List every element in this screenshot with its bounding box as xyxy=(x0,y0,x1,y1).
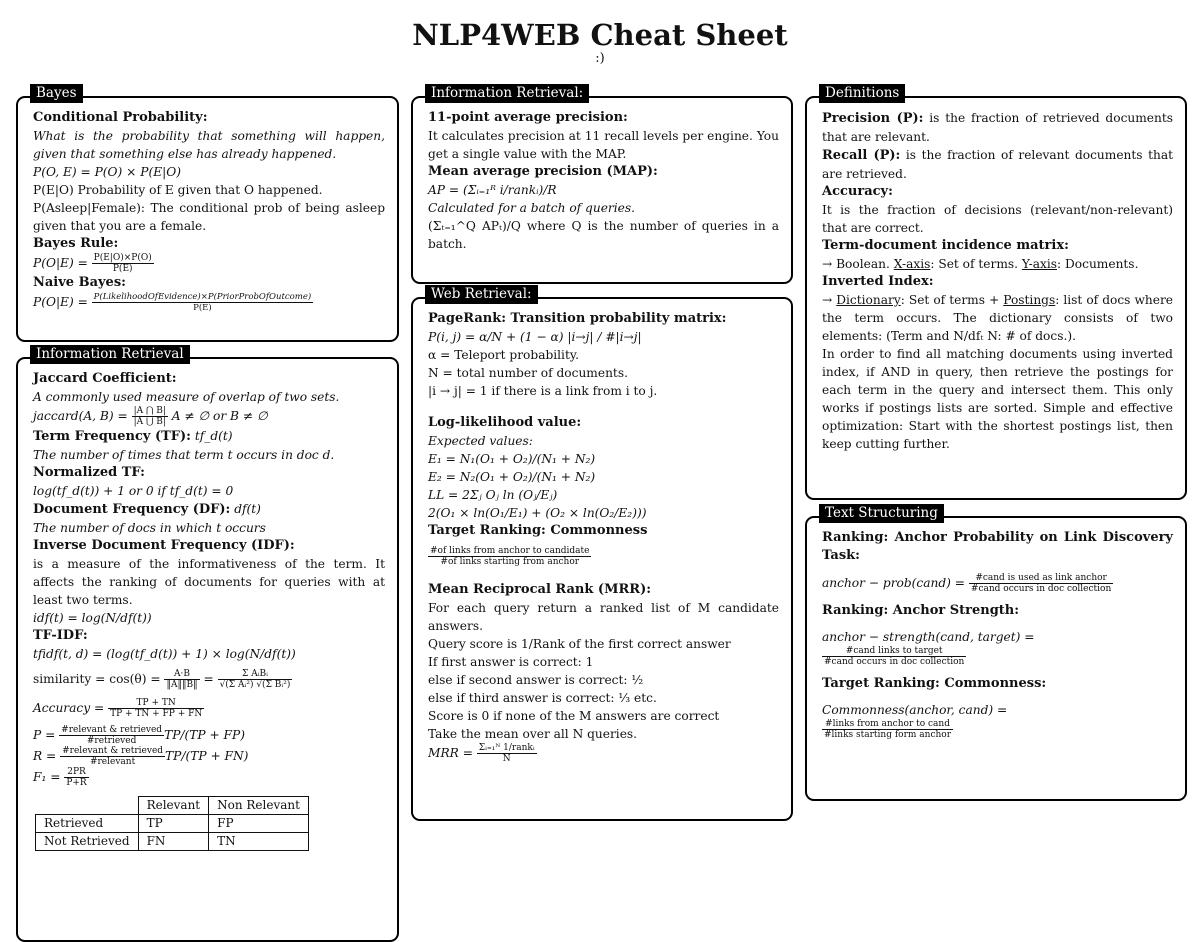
table-header-row xyxy=(36,797,309,815)
tf-desc: The number of times that term t occurs in doc d. xyxy=(33,448,335,462)
recall-eq: R = $\frac{\text{\#relevant \& retrieved}}{\text{\#relevant}}$ TP/(TP + FN) xyxy=(33,746,249,767)
link-def: |i → j| = 1 if there is a link from i to j. xyxy=(428,384,658,398)
text-structuring-section-label: Text Structuring xyxy=(819,504,944,523)
jaccard-heading: Jaccard Coefficient: xyxy=(33,371,177,386)
table-header-cell: Non Relevant xyxy=(209,797,309,815)
cond-prob-heading: Conditional Probability: xyxy=(33,110,208,125)
mrr-line: Score is 0 if none of the M answers are correct xyxy=(428,709,720,723)
map-eq2: (Σₜ₌₁^Q APₜ)/Q where Q is the number of queries in a batch. xyxy=(428,219,779,251)
accuracy-eq: Accuracy = $\frac{TP + TN}{TP + TN + FP + FN}$ xyxy=(33,698,203,719)
confusion-matrix xyxy=(35,796,309,851)
map-heading: Mean average precision (MAP): xyxy=(428,164,658,179)
map-eq: AP = (Σᵢ₌₁ᴿ i/rankᵢ)/R xyxy=(428,183,557,197)
ir-left-section-label: Information Retrieval xyxy=(30,345,190,364)
expected-values-label: Expected values: xyxy=(428,434,533,448)
mrr-line: If first answer is correct: 1 xyxy=(428,655,594,669)
ntf-heading: Normalized TF: xyxy=(33,465,145,480)
f1-eq: F₁ = $\frac{2PR}{P+R}$ xyxy=(33,767,87,788)
mrr-line: else if second answer is correct: ½ xyxy=(428,673,644,687)
ir-mid-section-label: Information Retrieval: xyxy=(425,84,589,103)
cond-prob-eq: P(E|O) Probability of E given that O happened. xyxy=(33,183,323,197)
df-desc: The number of docs in which t occurs xyxy=(33,521,266,535)
ntf-eq: log(tf_d(t)) + 1 or 0 if tf_d(t) = 0 xyxy=(33,484,234,498)
commonness-lhs: Commonness(anchor, cand) = xyxy=(822,703,1008,717)
commonness-eq-fraction: $\frac{\text{\#links from anchor to cand}}{\text{\#links starting form anchor}}$ xyxy=(824,719,952,740)
mrr-line: Take the mean over all N queries. xyxy=(428,727,638,741)
web-section-label: Web Retrieval: xyxy=(425,285,538,304)
e2-eq: E₂ = N₂(O₁ + O₂)/(N₁ + N₂) xyxy=(428,470,596,484)
anchor-strength-fraction: $\frac{\text{\#cand links to target}}{\text{\#cand occurs in doc collection}}$ xyxy=(824,646,965,667)
inverted-index-def: → Dictionary: Set of terms + Postings: list of docs where the term occurs. The dictionary consists of two elements: (Term and N/dfₜ N: # of docs.). xyxy=(822,293,1173,343)
table-header-cell xyxy=(36,797,139,815)
table-cell: FP xyxy=(209,815,309,833)
mrr-eq: MRR = $\frac{\text{Σᵢ₌₁ᴺ 1/rankᵢ}}{N}$ xyxy=(428,743,535,764)
table-header-cell: Relevant xyxy=(138,797,209,815)
tfidf-heading: TF-IDF: xyxy=(33,628,88,643)
anchor-strength-heading: Ranking: Anchor Strength: xyxy=(822,603,1020,618)
cond-prob-desc: What is the probability that something will happen, given that something else has already happened. xyxy=(33,129,385,161)
table-row xyxy=(36,815,309,833)
web-section xyxy=(411,286,793,821)
commonness-heading: Target Ranking: Commonness: xyxy=(822,676,1047,691)
table-cell: TN xyxy=(209,833,309,851)
bayes-section xyxy=(16,85,399,342)
anchor-prob-heading: Ranking: Anchor Probability on Link Discovery Task: xyxy=(822,530,1173,563)
table-cell: Retrieved xyxy=(36,815,139,833)
loglik-heading: Log-likelihood value: xyxy=(428,415,582,430)
accuracy-def: It is the fraction of decisions (relevant/non-relevant) that are correct. xyxy=(822,203,1173,235)
ll-eq: LL = 2Σⱼ Oⱼ ln (Oⱼ/Eⱼ) xyxy=(428,488,558,502)
text-structuring-section xyxy=(805,505,1187,801)
inverted-index-heading: Inverted Index: xyxy=(822,274,934,289)
ir-left-section xyxy=(16,346,399,942)
table-row xyxy=(36,833,309,851)
inverted-index-para: In order to find all matching documents using inverted index, if AND in query, then retrieve the postings for each term in the query and intersect them. This only works if postings lists are sorted. Simple and effective optimization: Start with the shortest postings list, then keep cutting further. xyxy=(822,347,1173,451)
accuracy-heading: Accuracy: xyxy=(822,184,893,199)
map-note: Calculated for a batch of queries. xyxy=(428,201,635,215)
definitions-section-label: Definitions xyxy=(819,84,905,103)
df-heading: Document Frequency (DF): df(t) xyxy=(33,502,261,517)
jaccard-eq: jaccard(A, B) = $\frac{|A ⋂ B|}{|A ⋃ B|}$ A ≠ ∅ or B ≠ ∅ xyxy=(33,406,268,427)
precision-def: Precision (P): is the fraction of retrieved documents that are relevant. xyxy=(822,111,1174,144)
e1-eq: E₁ = N₁(O₁ + O₂)/(N₁ + N₂) xyxy=(428,452,596,466)
table-cell: TP xyxy=(138,815,209,833)
p11-desc: It calculates precision at 11 recall levels per engine. You get a single value with the MAP. xyxy=(428,129,779,161)
joint-prob-eq: P(O, E) = P(O) × P(E|O) xyxy=(33,165,181,179)
page-subtitle: :) xyxy=(595,51,605,66)
page-title: NLP4WEB Cheat Sheet xyxy=(412,18,788,52)
mrr-line: Query score is 1/Rank of the first correct answer xyxy=(428,637,731,651)
naive-bayes-heading: Naive Bayes: xyxy=(33,275,126,290)
cond-prob-example: P(Asleep|Female): The conditional prob of being asleep given that you are a female. xyxy=(33,201,385,233)
p11-heading: 11-point average precision: xyxy=(428,110,628,125)
idf-desc: is a measure of the informativeness of the term. It affects the ranking of documents for queries with at least two terms. xyxy=(33,557,385,607)
table-cell: Not Retrieved xyxy=(36,833,139,851)
teleport-def: α = Teleport probability. xyxy=(428,348,579,362)
idf-eq: idf(t) = log(N/df(t)) xyxy=(33,611,152,625)
pagerank-heading: PageRank: Transition probability matrix: xyxy=(428,311,727,326)
mrr-line: else if third answer is correct: ⅓ etc. xyxy=(428,691,657,705)
precision-eq: P = $\frac{\text{\#relevant \& retrieved}}{\text{\#retrieved}}$ TP/(TP + FP) xyxy=(33,725,245,746)
tfidf-eq: tfidf(t, d) = (log(tf_d(t)) + 1) × log(N/df(t)) xyxy=(33,647,296,661)
tf-heading: Term Frequency (TF): tf_d(t) xyxy=(33,429,233,444)
naive-bayes-eq: P(O|E) = $\frac{\text{P(LikelihoodOfEvidence)×P(PriorProbOfOutcome)}}{P(E)}$ xyxy=(33,292,312,313)
recall-def: Recall (P): is the fraction of relevant documents that are retrieved. xyxy=(822,148,1173,181)
idf-heading: Inverse Document Frequency (IDF): xyxy=(33,538,295,553)
pagerank-eq: P(i, j) = α/N + (1 − α) |i→j| / #|i→j| xyxy=(428,330,642,344)
bayes-section-label: Bayes xyxy=(30,84,83,103)
commonness-fraction: $\frac{\text{\#of links from anchor to candidate}}{\text{\#of links starting from anchor}}$ xyxy=(430,546,590,567)
mrr-line: For each query return a ranked list of M candidate answers. xyxy=(428,601,779,633)
tdm-heading: Term-document incidence matrix: xyxy=(822,238,1069,253)
anchor-strength-lhs: anchor − strength(cand, target) = xyxy=(822,630,1035,644)
bayes-rule-eq: P(O|E) = $\frac{P(E|O)\times P(O)}{P(E)}$ xyxy=(33,253,152,274)
n-def: N = total number of documents. xyxy=(428,366,628,380)
tdm-def: → Boolean. X-axis: Set of terms. Y-axis: Documents. xyxy=(822,257,1139,271)
target-ranking-heading: Target Ranking: Commonness xyxy=(428,523,648,538)
definitions-section xyxy=(805,85,1187,500)
bayes-rule-heading: Bayes Rule: xyxy=(33,236,119,251)
table-cell: FN xyxy=(138,833,209,851)
anchor-prob-eq: anchor − prob(cand) = $\frac{\text{\#cand is used as link anchor}}{\text{\#cand occurs in doc collection}}$ xyxy=(822,573,1112,594)
ll-expand-eq: 2(O₁ × ln(O₁/E₁) + (O₂ × ln(O₂/E₂))) xyxy=(428,506,647,520)
ir-mid-section xyxy=(411,85,793,284)
mrr-heading: Mean Reciprocal Rank (MRR): xyxy=(428,582,652,597)
cosine-similarity-eq: similarity = cos(θ) = $\frac{A\cdot B}{‖A‖‖B‖}$ = $\frac{\text{Σ AᵢBᵢ}}{\text{√(Σ Aᵢ²) √(Σ Bᵢ²)}}$ xyxy=(33,669,291,690)
jaccard-desc: A commonly used measure of overlap of two sets. xyxy=(33,390,340,404)
